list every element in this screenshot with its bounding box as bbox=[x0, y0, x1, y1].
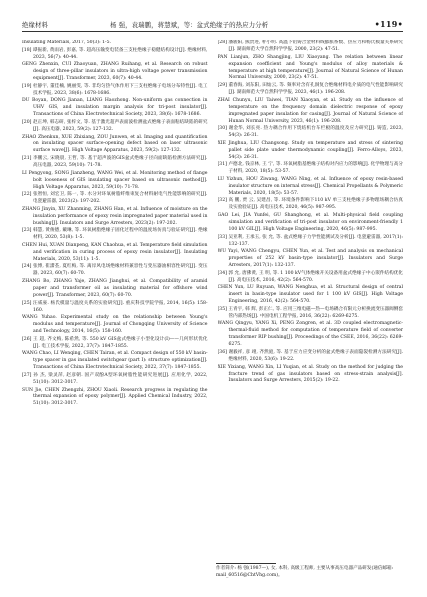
reference-entry: [26] 王 超, 齐文梅, 陈希然, 等. 550 kV GIS盆式绝缘子小型化设计(I)——几何形状优化[J]. 电工技术学报, 2022, 37(7): 1847-1855. bbox=[22, 336, 208, 349]
reference-entry: [25] 汪威豪. 杨氏模量与温度关系的实验研究[J]. 重庆科技学院学报, 2014, 16(5): 158-160. bbox=[22, 300, 208, 313]
reference-entry: [23] 韩慧, 黄俊德, 戴琳, 等. 环氧树脂绝缘子固化过程中的温度场仿真与验证研究[J]. 绝缘材料, 2020, 53(8): 1-5. bbox=[22, 228, 208, 241]
reference-entry: [28] 潘骏阳, 熊贵进, 朴小明. 高温下铝铸合金材料线膨胀系数、热应力和杨氏模量关系研究[J]. 湖南师范大学自然科学学报, 2000, 23(2): 47-51. bbox=[217, 40, 403, 52]
reference-entry: [33] 吴亚利, 王承玉, 张 允, 等. 盆式绝缘子力学性能测试及分析[J]. 电瓷避雷器, 2017(1): 132-137. bbox=[217, 234, 403, 247]
footnote-rule bbox=[216, 563, 276, 564]
reference-list bbox=[22, 40, 403, 563]
reference-entry: CHEN Yun, LU Ruyuan, WANG Nenghua, et al. Structural design of central insert in basin-type insulator used for 1 100 kV GIS[J]. High Voltage Engineering, 2016, 42(2): 564-570. bbox=[217, 285, 403, 305]
reference-entry: SUN Jie, CHEN Zhengzhi, ZHOU Xiaoli. Research progress in regulating the thermal expansion of epoxy polymer[J]. Applied Chemical Industry, 2022, 51(10): 3012-3017. bbox=[22, 387, 208, 407]
reference-entry: LI Pengyong, SONG Jianzheng, WANG Wei, et al. Monitoring method of flange bolt looseness of GIS insulating spacer based on ultrasonic method[J]. High Voltage Apparatus, 2023, 59(10): 71-78. bbox=[22, 170, 208, 190]
reference-entry: PAN Lianjun, ZHO Shangjing, LIU Xiaoyang. The relation between linear expansion coefficient and Young's modulus of alloy materials & temperature at high temperature[J]. Journal of Natural Science of Hunan Normal University, 2000, 23(2): 47-51. bbox=[217, 54, 403, 81]
reference-entry: [19] 杜静宇, 董佳楠, 姚丽雯, 等. 非均匀热气体作用下三支柱绝缘子电场分布特性[J]. 电工技术学报, 2023, 38(6): 1678-1686. bbox=[22, 83, 208, 96]
reference-entry: [29] 董春海, 刘东阳, 田灿云, 等. 频率对含有孔洞复合绝缘材料电介质的电气性能影响研究[J]. 湖南师范大学自然科学学报, 2023, 46(1): 196-208. bbox=[217, 83, 403, 96]
reference-entry: [31] 卢德北, 钱京林, 王 宁, 等. 环氧树脂基绝缘子结构对内应力的影响[J]. 化学物理与高分子材料, 2020, 18(5): 53-57. bbox=[217, 162, 403, 175]
reference-entry: [24] 张博, 崔潇荃, 夏红梅, 等. 离岸风电场绝缘材料兼容性与变压器油相容性研究[J]. 变压器, 2023, 60(7): 60-70. bbox=[22, 264, 208, 277]
reference-entry: LU Yizhun, HOU Ziwang, WANG Ning, et al. Influence of epoxy resin-based insulator structure on internal stress[J]. Chemical Propellants & Polymeric Materials, 2020, 18(5): 53-57. bbox=[217, 176, 403, 196]
page-header bbox=[22, 18, 403, 32]
reference-entry: [27] 孙 杰, 梁灵萍, 赵彦朝. 国产双酚A型环氧树脂性能研究进展[J]. 应用化学, 2022, 51(10): 3012-3017. bbox=[22, 372, 208, 385]
reference-entry: WANG Chao, LI Wenqing, CHEN Tairan, et al. Compact design of 550 kV basin-type spacer in gas insulated switchgear (part I): structure optimization[J]. Transactions of China Electrotechnical Society, 2022, 37(7): 1847-1855. bbox=[22, 351, 208, 371]
reference-entry: [32] 高 鹏, 贾 云, 吴建昌, 等. 环境条件影响下110 kV 单三支柱绝缘子多物理场耦合仿真及实验验证[J]. 高电压技术, 2020, 46(5): 987-995. bbox=[217, 198, 403, 211]
reference-entry: DU Boyan, DONG Jianan, LIANG Haozhong. Non-uniform gas connection in UHV GIS, and insulation margin analysis for tri-post insulator[J]. Transactions of China Electrotechnical Society, 2023, 38(6): 1678-1686. bbox=[22, 98, 208, 118]
left-column bbox=[22, 40, 208, 563]
reference-entry: ZHANG Bo, ZHANG Yaje, ZHANG Jianghui, et al. Compatibility of aramid paper and transformer oil as insulating material for offshore wind power[J]. Transformer, 2023, 60(7): 60-70. bbox=[22, 279, 208, 298]
author-footnote: 作者简介: 杨 强(1987—), 女, 本科, 高级工程师, 主要从事高压电器产品研发(通信邮箱: mail_60516@ChtVhg.com)。 bbox=[216, 566, 394, 578]
journal-name: 绝缘材料 bbox=[22, 21, 48, 29]
reference-entry: XIE Jinghua, LIU Changsong. Study on temperature and stress of sintering pallet side plate under thermodynamic coupling[J]. Ferro-Alloys, 2023, 54(3): 26-31. bbox=[217, 140, 403, 160]
page-number: •119• bbox=[374, 19, 403, 29]
reference-entry: [18] 谭振新, 黄雨岩, 彭嘉, 等. 超高压输变电装备三支柱绝缘子稳健结构设计[J]. 绝缘材料, 2023, 56(7): 40-44. bbox=[22, 47, 208, 60]
reference-entry: Insulating Materials, 2017, 50(3): 1-5. bbox=[22, 40, 111, 45]
reference-entry: WANG Qingyu, YANG Xi, PENG Zongren, et al. 3D coupled electromagnetic-thermal-fluid method for computation of temperature field of converter transformer RIP bushing[J]. Proceedings of the CSEE, 2016, 36(22): 6269-6275. bbox=[217, 321, 403, 348]
right-column bbox=[218, 40, 404, 563]
reference-entry: GENG Zhenxin, CUI Zhaoyuan, ZHANG Ruihang, et al. Research on robust design of three-pillar insulators in ultra-high voltage power transmission equipment[J]. Transformer, 2023, 60(7): 40-44. bbox=[22, 62, 208, 82]
reference-entry: XIE Yixiang, WANG Xin, LI Yuqian, et al. Study on the method for judging the fracture trend of gas insulators based on stress-strain analysis[J]. Insulators and Surge Arresters, 2015(2): 19-22. bbox=[217, 364, 403, 384]
reference-entry: WANG Yuhao. Experimental study on the relationship between Young's modulus and temperature[J]. Journal of Chongqing University of Science and Technology, 2014, 16(5): 158-160. bbox=[22, 315, 208, 335]
reference-entry: CHEN Hui, XUAN Dianpeng, KAN Chaohua, et al. Temperature field simulation and verification in curing process of epoxy resin insulator[J]. Insulating Materials, 2020, 53(11): 1-5. bbox=[22, 242, 208, 262]
reference-entry: ZHANG Jinyin, XU Zhanming, ZHANG Han, et al. Influence of moisture on the insulation performance of epoxy resin impregnated paper material used in bushing[J]. Insulators and Surge Arresters, 2023(2): 197-202. bbox=[22, 206, 208, 226]
reference-entry: ZHAI Chunyu, LIU Taiwei, TIAN Xiaoyan, et al. Study on the influence of temperature on the frequency domain dielectric response of epoxy impregnated paper insulation for casing[J]. Journal of Natural Science of Hunan Normal University, 2023, 46(1): 196-208. bbox=[217, 97, 403, 124]
reference-entry: [35] 王青宇, 韩 辉, 彭正仁, 等. 应用三维电磁—热—电场耦合有限元分析换流变压器阀侧套管内部热场[J]. 中国电机工程学报, 2016, 36(22): 6269-6275. bbox=[217, 306, 403, 319]
running-title: 杨 强，袁瑞鹏，蒋慧斌，等：盆式绝缘子的热应力分析 bbox=[110, 21, 269, 29]
reference-entry: [21] 李鹏云, 宋晓晨, 王哲, 等. 基于超声波的GIS盆式绝缘子径向面缺陷检测方法研究[J]. 高压电器, 2023, 59(10): 71-78. bbox=[22, 156, 208, 169]
reference-entry: [20] 赵正坤, 韩志研, 张梓文, 等. 基于激光超声表面波检测盆式绝缘子表面粘结缺陷的研究[J]. 高压电器, 2023, 59(2): 127-132. bbox=[22, 119, 208, 132]
reference-entry: WU Yayi, WANG Chengyu, CHEN Yun, et al. Test and analysis on mechanical properties of 252 kV basin-type insulator[J]. Insulators and Surge Arresters, 2017(1): 132-137. bbox=[217, 249, 403, 269]
reference-entry: [22] 张智恒, 刘宏卫, 陈一, 等. 水分对环氧树脂纤维束复合材料耐电气性能影响的研究[J]. 电瓷避雷器, 2023(2): 197-202. bbox=[22, 192, 208, 205]
reference-entry: ZHAO Zhenkun, XUE Zhixiang, ZOU Junwen, et al. Imaging and quantification on insulating spacer surface-opening defect based on laser ultrasonic surface wave[J]. High Voltage Apparatus, 2023, 59(2): 127-132. bbox=[22, 134, 208, 154]
reference-entry: [34] 郭 允, 唐佛黄, 王 明, 等. 1 100 kV气体绝缘开关设备用盆式绝缘子中心嵌件结构优化[J]. 高电压技术, 2016, 42(2): 564-570. bbox=[217, 270, 403, 283]
reference-entry: [36] 谢毅祥, 彦 翊, 齐然庭, 等. 基于应力应变分析的盆式绝缘子表面隐裂检测方法研究[J]. 绝缘材料, 2020, 53(6): 19-22. bbox=[217, 349, 403, 362]
reference-entry: [30] 谢金华, 刘长亮. 热力耦合作用下烧结机台车栏板的温度及应力研究[J]. 铸造, 2023, 54(3): 26-31. bbox=[217, 126, 403, 139]
reference-entry: GAO Lei, JIA Yunfei, GU Shanghong, et al. Multi-physical field coupling simulation and verification of tri-post insulator on environment-friendly 1 100 kV GIL[J]. High Voltage Engineering, 2020, 46(5): 987-995. bbox=[217, 213, 403, 232]
